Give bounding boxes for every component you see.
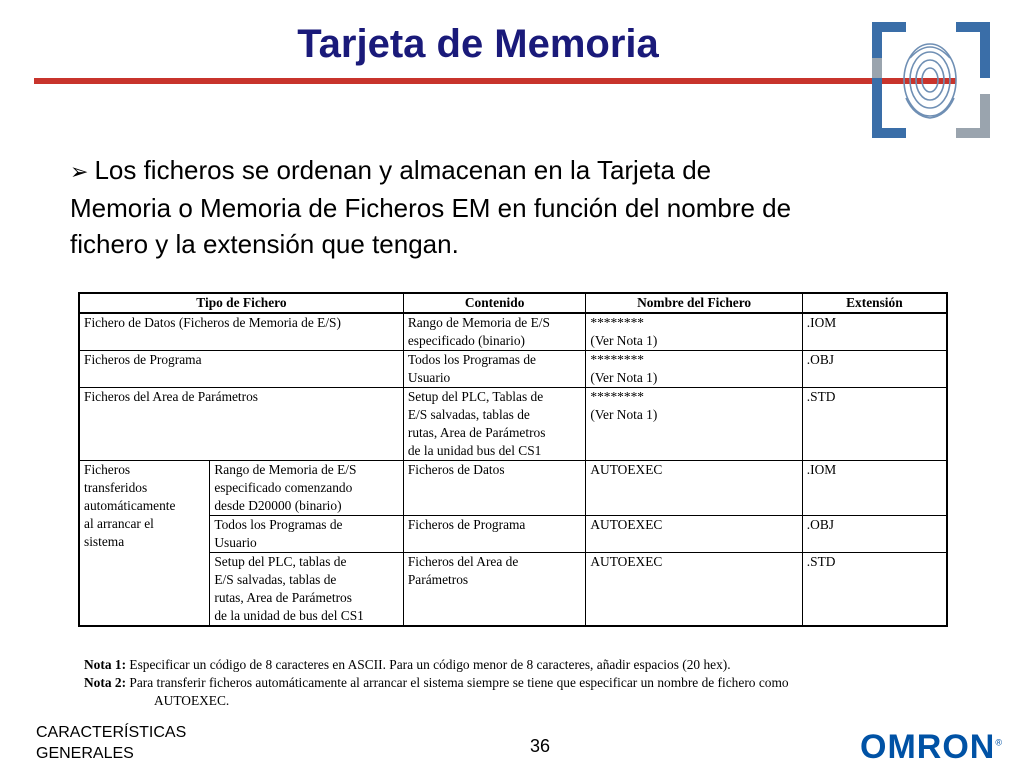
cell-extension: .IOM xyxy=(802,313,947,351)
header-extension: Extensión xyxy=(802,293,947,313)
cell-tipo: Ficheros del Area de Parámetros xyxy=(79,388,403,461)
table-row xyxy=(79,313,947,351)
header-nombre: Nombre del Fichero xyxy=(586,293,802,313)
fingerprint-logo-icon xyxy=(866,18,996,142)
arrowhead-bullet-icon: ➢ xyxy=(70,159,89,184)
bullet-paragraph xyxy=(70,152,960,262)
table-notes xyxy=(84,656,964,710)
note-1-text: Especificar un código de 8 caracteres en ASCII. Para un código menor de 8 caracteres, añadir espacios (20 hex). xyxy=(129,657,731,672)
cell-nombre: ******** (Ver Nota 1) xyxy=(586,313,802,351)
note-2-label: Nota 2: xyxy=(84,675,127,690)
header-contenido: Contenido xyxy=(403,293,586,313)
note-2 xyxy=(84,674,964,710)
cell-tipo: Fichero de Datos (Ficheros de Memoria de E/S) xyxy=(79,313,403,351)
cell-extension: .STD xyxy=(802,553,947,627)
registered-mark-icon: ® xyxy=(995,737,1003,748)
note-2-text: Para transferir ficheros automáticamente al arrancar el sistema siempre se tiene que especificar un nombre de fichero como xyxy=(129,675,789,690)
cell-contenido: Ficheros de Datos xyxy=(403,461,586,516)
page-number: 36 xyxy=(530,736,551,756)
table-row xyxy=(79,351,947,388)
title-underline xyxy=(34,78,956,84)
cell-contenido: Todos los Programas de Usuario xyxy=(403,351,586,388)
cell-extension: .OBJ xyxy=(802,351,947,388)
slide-title: Tarjeta de Memoria xyxy=(297,22,659,66)
cell-extension: .OBJ xyxy=(802,516,947,553)
file-types-table xyxy=(78,292,948,627)
note-1-label: Nota 1: xyxy=(84,657,127,672)
cell-subtipo: Rango de Memoria de E/S especificado comenzando desde D20000 (binario) xyxy=(210,461,404,516)
table-row xyxy=(79,516,947,553)
brand-name: OMRON xyxy=(860,728,996,766)
cell-subtipo: Todos los Programas de Usuario xyxy=(210,516,404,553)
omron-logo xyxy=(860,728,1003,767)
cell-extension: .STD xyxy=(802,388,947,461)
cell-subtipo: Setup del PLC, tablas de E/S salvadas, tablas de rutas, Area de Parámetros de la unidad de bus del CS1 xyxy=(210,553,404,627)
table-row xyxy=(79,388,947,461)
bullet-line: Memoria o Memoria de Ficheros EM en función del nombre de xyxy=(70,193,792,223)
cell-nombre: AUTOEXEC xyxy=(586,553,802,627)
cell-extension: .IOM xyxy=(802,461,947,516)
cell-nombre: ******** (Ver Nota 1) xyxy=(586,388,802,461)
cell-nombre: AUTOEXEC xyxy=(586,461,802,516)
cell-nombre: ******** (Ver Nota 1) xyxy=(586,351,802,388)
table-header-row xyxy=(79,293,947,313)
cell-contenido: Ficheros del Area de Parámetros xyxy=(403,553,586,627)
cell-nombre: AUTOEXEC xyxy=(586,516,802,553)
bullet-line: Los ficheros se ordenan y almacenan en la Tarjeta de xyxy=(94,155,712,185)
bullet-line: fichero y la extensión que tengan. xyxy=(70,229,459,259)
section-label: CARACTERÍSTICAS GENERALES xyxy=(36,724,187,762)
cell-contenido: Rango de Memoria de E/S especificado (binario) xyxy=(403,313,586,351)
note-1 xyxy=(84,656,964,674)
cell-contenido: Setup del PLC, Tablas de E/S salvadas, tablas de rutas, Area de Parámetros de la unidad bus del CS1 xyxy=(403,388,586,461)
cell-tipo: Ficheros de Programa xyxy=(79,351,403,388)
cell-contenido: Ficheros de Programa xyxy=(403,516,586,553)
table-row xyxy=(79,461,947,516)
table-row xyxy=(79,553,947,627)
header-tipo: Tipo de Fichero xyxy=(79,293,403,313)
cell-autoexec-group-label: Ficheros transferidos automáticamente al arrancar el sistema xyxy=(79,461,210,627)
note-2-continuation: AUTOEXEC. xyxy=(154,693,230,708)
